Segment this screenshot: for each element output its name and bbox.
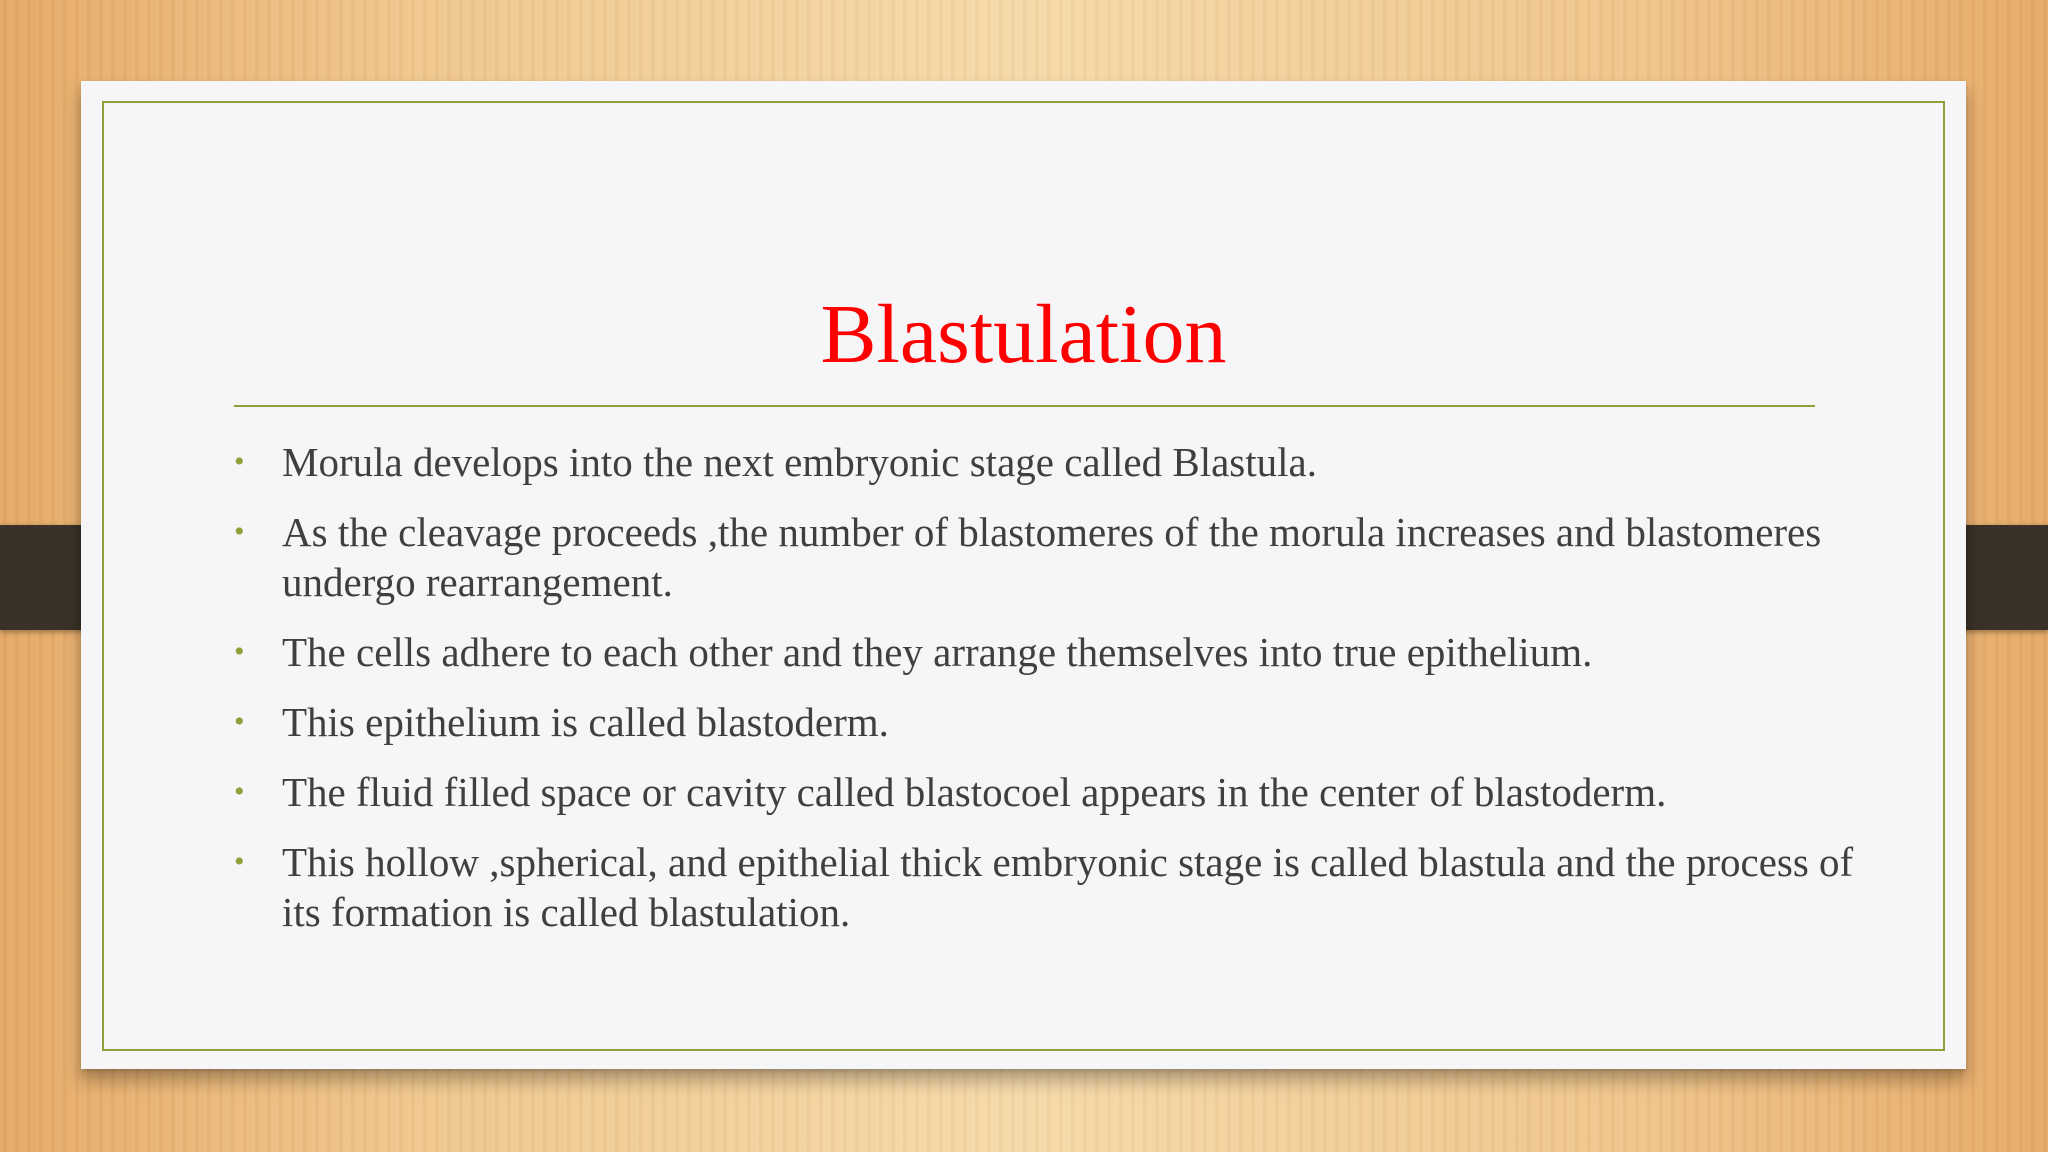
bullet-icon: • [234,705,245,738]
bullet-icon: • [234,635,245,668]
bullet-text: As the cleavage proceeds ,the number of blastomeres of the morula increases and blastomeres undergo rearrangement. [282,509,1822,605]
slide [81,81,1966,1069]
bullet-icon: • [234,445,245,478]
bullet-item [234,437,1894,487]
bullet-icon: • [234,515,245,548]
slide-title: Blastulation [820,288,1227,382]
bullet-text: The fluid filled space or cavity called blastocoel appears in the center of blastoderm. [282,769,1667,815]
bullet-text: This hollow ,spherical, and epithelial thick embryonic stage is called blastula and the process of its formation is called blastulation. [282,839,1854,935]
bullet-item [234,507,1894,607]
bullet-item [234,627,1894,677]
bullet-item [234,837,1894,937]
bullet-text: Morula develops into the next embryonic stage called Blastula. [282,439,1317,485]
bullet-list [234,437,1894,957]
bullet-item [234,697,1894,747]
bullet-item [234,767,1894,817]
title-divider [234,405,1815,407]
bullet-text: The cells adhere to each other and they arrange themselves into true epithelium. [282,629,1593,675]
bullet-icon: • [234,845,245,878]
bullet-icon: • [234,775,245,808]
bullet-text: This epithelium is called blastoderm. [282,699,889,745]
